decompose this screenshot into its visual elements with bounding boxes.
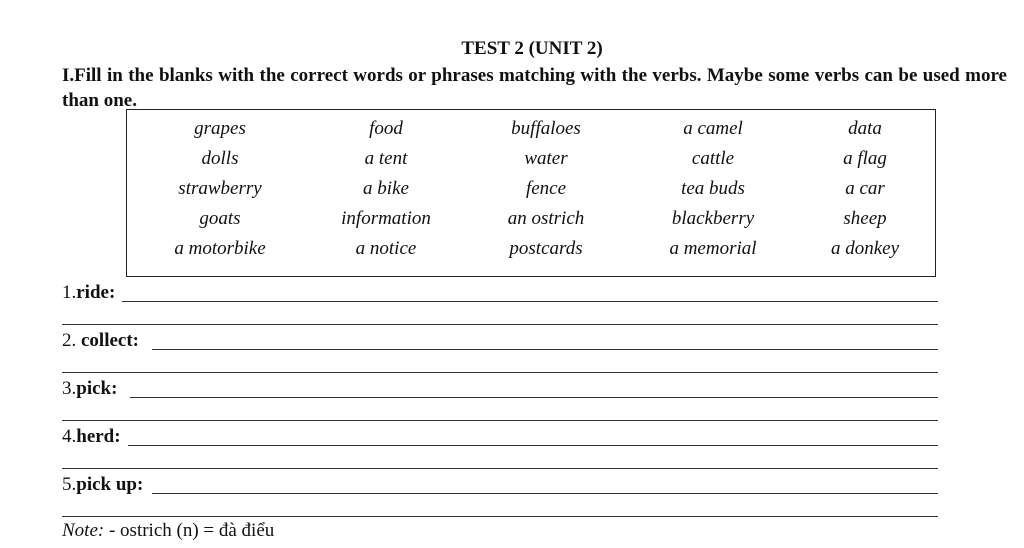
word-bank-item: data bbox=[848, 118, 882, 139]
question-number: 3. bbox=[62, 378, 77, 399]
word-bank-item: a memorial bbox=[669, 238, 757, 259]
word-bank-item: buffaloes bbox=[511, 118, 581, 139]
word-bank-item: an ostrich bbox=[507, 208, 585, 229]
question-verb: pick: bbox=[76, 378, 118, 399]
question-verb: herd: bbox=[76, 426, 121, 447]
answer-line[interactable] bbox=[122, 301, 938, 302]
word-bank-item: a car bbox=[845, 178, 885, 199]
exercise-instruction: I.Fill in the blanks with the correct words or phrases matching with the verbs. Maybe some verbs can be used more than one. bbox=[62, 65, 1007, 111]
answer-line[interactable] bbox=[62, 468, 938, 469]
word-bank-item: a donkey bbox=[830, 238, 900, 259]
word-bank-item: a tent bbox=[364, 148, 408, 169]
word-bank-box bbox=[126, 109, 936, 277]
word-bank-item: tea buds bbox=[681, 178, 745, 199]
question-verb: ride: bbox=[76, 282, 116, 303]
question-number: 5. bbox=[62, 474, 77, 495]
question-4 bbox=[62, 426, 121, 448]
word-bank-item: water bbox=[524, 148, 568, 169]
note-label: Note: bbox=[62, 520, 105, 541]
answer-line[interactable] bbox=[62, 420, 938, 421]
word-bank-item: blackberry bbox=[671, 208, 755, 229]
question-1 bbox=[62, 282, 115, 304]
question-verb: collect: bbox=[81, 330, 140, 351]
question-2 bbox=[62, 330, 139, 352]
answer-line[interactable] bbox=[62, 372, 938, 373]
question-number: 4. bbox=[62, 426, 77, 447]
word-bank-item: food bbox=[369, 118, 403, 139]
note bbox=[62, 520, 274, 542]
note-text: - ostrich (n) = đà điểu bbox=[104, 520, 275, 541]
word-bank-item: strawberry bbox=[178, 178, 262, 199]
answer-line[interactable] bbox=[128, 445, 938, 446]
question-number: 2. bbox=[62, 330, 81, 351]
word-bank-item: a motorbike bbox=[174, 238, 266, 259]
answer-line[interactable] bbox=[62, 324, 938, 325]
answer-line[interactable] bbox=[152, 349, 938, 350]
word-bank-item: information bbox=[341, 208, 431, 229]
word-bank-item: fence bbox=[525, 178, 567, 199]
word-bank-item: a camel bbox=[683, 118, 743, 139]
word-bank-item: dolls bbox=[201, 148, 239, 169]
answer-line[interactable] bbox=[152, 493, 938, 494]
answer-line[interactable] bbox=[62, 516, 938, 517]
word-bank-item: goats bbox=[199, 208, 241, 229]
word-bank-item: a bike bbox=[363, 178, 409, 199]
question-number: 1. bbox=[62, 282, 77, 303]
question-5 bbox=[62, 474, 143, 496]
question-verb: pick up: bbox=[76, 474, 144, 495]
word-bank-item: a notice bbox=[355, 238, 417, 259]
page-title: TEST 2 (UNIT 2) bbox=[461, 38, 603, 59]
word-bank-item: sheep bbox=[843, 208, 887, 229]
answer-line[interactable] bbox=[130, 397, 938, 398]
word-bank-item: grapes bbox=[194, 118, 246, 139]
word-bank-item: postcards bbox=[509, 238, 583, 259]
word-bank-item: cattle bbox=[691, 148, 735, 169]
question-3 bbox=[62, 378, 117, 400]
word-bank-item: a flag bbox=[843, 148, 887, 169]
